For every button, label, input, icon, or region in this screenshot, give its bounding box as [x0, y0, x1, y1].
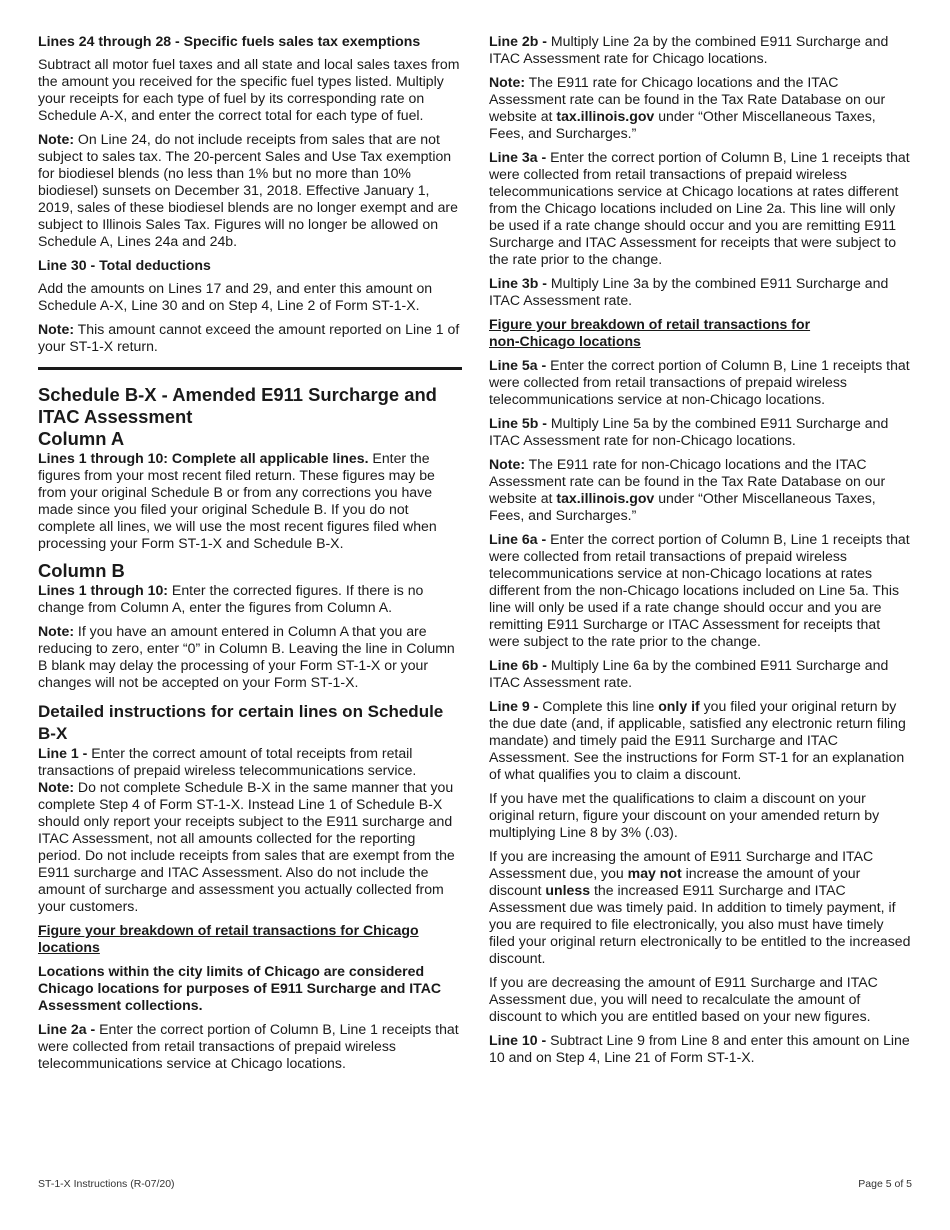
note-label: Note: — [38, 779, 75, 795]
schedule-bx-title: Schedule B-X - Amended E911 Surcharge and ITAC Assessment — [38, 384, 437, 427]
website-link[interactable]: tax.illinois.gov — [556, 108, 655, 124]
non-chicago-rate-note: Note: The E911 rate for non-Chicago locations and the ITAC Assessment rate can be found in the Tax Rate Database on our website at tax.illinois.gov under “Other Miscellaneous Taxes, Fees, and Surcharges.” — [489, 456, 886, 523]
fuels-note: Note: On Line 24, do not include receipts from sales that are not subject to sales tax. The 20-percent Sales and Use Tax exemption for biodiesel blends (no less than 1% but no more than 10% biodiesel) sunsets on December 31, 2018. Effective January 1, 2019, sales of these biodiesel blends are no longer exempt and are subject to Illinois Sales Tax. Figures will no longer be allowed on Schedule A, Lines 24a and 24b. — [38, 131, 458, 249]
total-deductions-paragraph: Add the amounts on Lines 17 and 29, and enter this amount on Schedule A-X, Line 30 and on Step 4, Line 2 of Form ST-1-X. — [38, 280, 433, 313]
non-chicago-breakdown-heading: Figure your breakdown of retail transactions for non-Chicago locations — [489, 316, 811, 349]
increasing-amount-paragraph: If you are increasing the amount of E911 Surcharge and ITAC Assessment due, you may not increase the amount of your discount unless the increased E911 Surcharge and ITAC Assessment due was timely paid. In addition to timely payment, if you are required to file electronically, you also must have timely filed your original return electronically to be entitled to the increased discount. — [489, 848, 911, 966]
chicago-locations-definition: Locations within the city limits of Chicago are considered Chicago locations for purposes of E911 Surcharge and ITAC Assessment collections. — [38, 963, 442, 1013]
total-deductions-heading: Line 30 - Total deductions — [38, 257, 211, 273]
footer-page-number: Page 5 of 5 — [858, 1178, 912, 1190]
section-divider — [38, 367, 462, 370]
line-3a-paragraph: Line 3a - Enter the correct portion of Column B, Line 1 receipts that were collected from retail transactions of prepaid wireless telecommunications service at Chicago locations at rates different from the Chicago locations included on Line 2a. This line will only be used if a rate change should occur and you are remitting E911 Surcharge and ITAC Assessment for receipts that were subject to the rate prior to the change. — [489, 149, 910, 267]
line-2a-paragraph: Line 2a - Enter the correct portion of Column B, Line 1 receipts that were collected from retail transactions of prepaid wireless telecommunications service at Chicago locations. — [38, 1021, 459, 1071]
website-link[interactable]: tax.illinois.gov — [556, 490, 655, 506]
fuels-exemptions-paragraph: Subtract all motor fuel taxes and all state and local sales taxes from the amount you received for the specific fuel types listed. Multiply your receipts for each type of fuel by its corresponding rate on Schedule A-X, and enter the correct total for each type of fuel. — [38, 56, 460, 123]
note-label: Note: — [489, 74, 526, 90]
chicago-rate-note: Note: The E911 rate for Chicago locations and the ITAC Assessment rate can be found in the Tax Rate Database on our website at tax.illinois.gov under “Other Miscellaneous Taxes, Fees, and Surcharges.” — [489, 74, 886, 141]
footer-form-id: ST-1-X Instructions (R-07/20) — [38, 1178, 175, 1190]
column-a-paragraph: Lines 1 through 10: Complete all applicable lines. Enter the figures from your most recent filed return. These figures may be from your original Schedule B or from any corrections you have made since you filed your original Schedule B. If you do not complete all lines, we will use the most recent figures filed when processing your Form ST-1-X and Schedule B-X. — [38, 450, 437, 551]
note-label: Note: — [38, 321, 75, 337]
detailed-instructions-heading: Detailed instructions for certain lines on Schedule B-X — [38, 702, 444, 743]
column-b-heading: Column B — [38, 560, 125, 581]
line-6a-paragraph: Line 6a - Enter the correct portion of Column B, Line 1 receipts that were collected from retail transactions of prepaid wireless telecommunications service at non-Chicago locations at rates different from the non-Chicago locations included on Line 5a. This line will only be used if a rate change should occur and you are remitting E911 Surcharge or ITAC Assessment for receipts that were subject to the rate prior to the change. — [489, 531, 910, 649]
decreasing-amount-paragraph: If you are decreasing the amount of E911 Surcharge and ITAC Assessment due, you will need to recalculate the amount of discount to which you are entitled based on your new figures. — [489, 974, 878, 1024]
line-2b-paragraph: Line 2b - Multiply Line 2a by the combined E911 Surcharge and ITAC Assessment rate for Chicago locations. — [489, 33, 889, 66]
note-label: Note: — [489, 456, 526, 472]
note-label: Note: — [38, 623, 75, 639]
column-b-paragraph: Lines 1 through 10: Enter the corrected figures. If there is no change from Column A, enter the figures from Column A. — [38, 582, 424, 615]
line-3b-paragraph: Line 3b - Multiply Line 3a by the combined E911 Surcharge and ITAC Assessment rate. — [489, 275, 889, 308]
line-6b-paragraph: Line 6b - Multiply Line 6a by the combined E911 Surcharge and ITAC Assessment rate. — [489, 657, 889, 690]
fuels-exemptions-heading: Lines 24 through 28 - Specific fuels sales tax exemptions — [38, 33, 421, 49]
line-5a-paragraph: Line 5a - Enter the correct portion of Column B, Line 1 receipts that were collected from retail transactions of prepaid wireless telecommunications service at non-Chicago locations. — [489, 357, 910, 407]
total-deductions-note: Note: This amount cannot exceed the amount reported on Line 1 of your ST-1-X return. — [38, 321, 460, 354]
line-10-paragraph: Line 10 - Subtract Line 9 from Line 8 and enter this amount on Line 10 and on Step 4, Line 21 of Form ST-1-X. — [489, 1032, 910, 1065]
discount-qualification-paragraph: If you have met the qualifications to claim a discount on your original return, figure your discount on your amended return by multiplying Line 8 by 3% (.03). — [489, 790, 880, 840]
line-1-note: Note: Do not complete Schedule B-X in the same manner that you complete Step 4 of Form ST-1-X. Instead Line 1 of Schedule B-X should only report your receipts subject to the E911 surcharge and ITAC Assessment, not all amounts collected for the reporting period. Do not include receipts from sales that are exempt from the E911 surcharge and ITAC Assessment. Also do not include the amount of surcharge and assessment you actually collected from your customers. — [38, 779, 455, 914]
chicago-breakdown-heading: Figure your breakdown of retail transactions for Chicago locations — [38, 922, 419, 955]
line-1-paragraph: Line 1 - Enter the correct amount of total receipts from retail transactions of prepaid wireless telecommunications service. — [38, 745, 417, 778]
line-9-paragraph: Line 9 - Complete this line only if you filed your original return by the due date (and, if applicable, satisfied any electronic return filing mandate) and timely paid the E911 Surcharge and ITAC Assessment. See the instructions for Form ST-1 for an explanation of what qualifies you to claim a discount. — [489, 698, 906, 782]
column-a-heading: Column A — [38, 428, 125, 449]
column-b-note: Note: If you have an amount entered in Column A that you are reducing to zero, enter “0” in Column B. Leaving the line in Column B blank may delay the processing of your Form ST-1-X or your changes will not be accepted on your Form ST-1-X. — [38, 623, 455, 690]
right-column — [489, 33, 913, 1073]
left-column — [38, 33, 462, 1079]
note-label: Note: — [38, 131, 75, 147]
line-5b-paragraph: Line 5b - Multiply Line 5a by the combined E911 Surcharge and ITAC Assessment rate for non-Chicago locations. — [489, 415, 889, 448]
